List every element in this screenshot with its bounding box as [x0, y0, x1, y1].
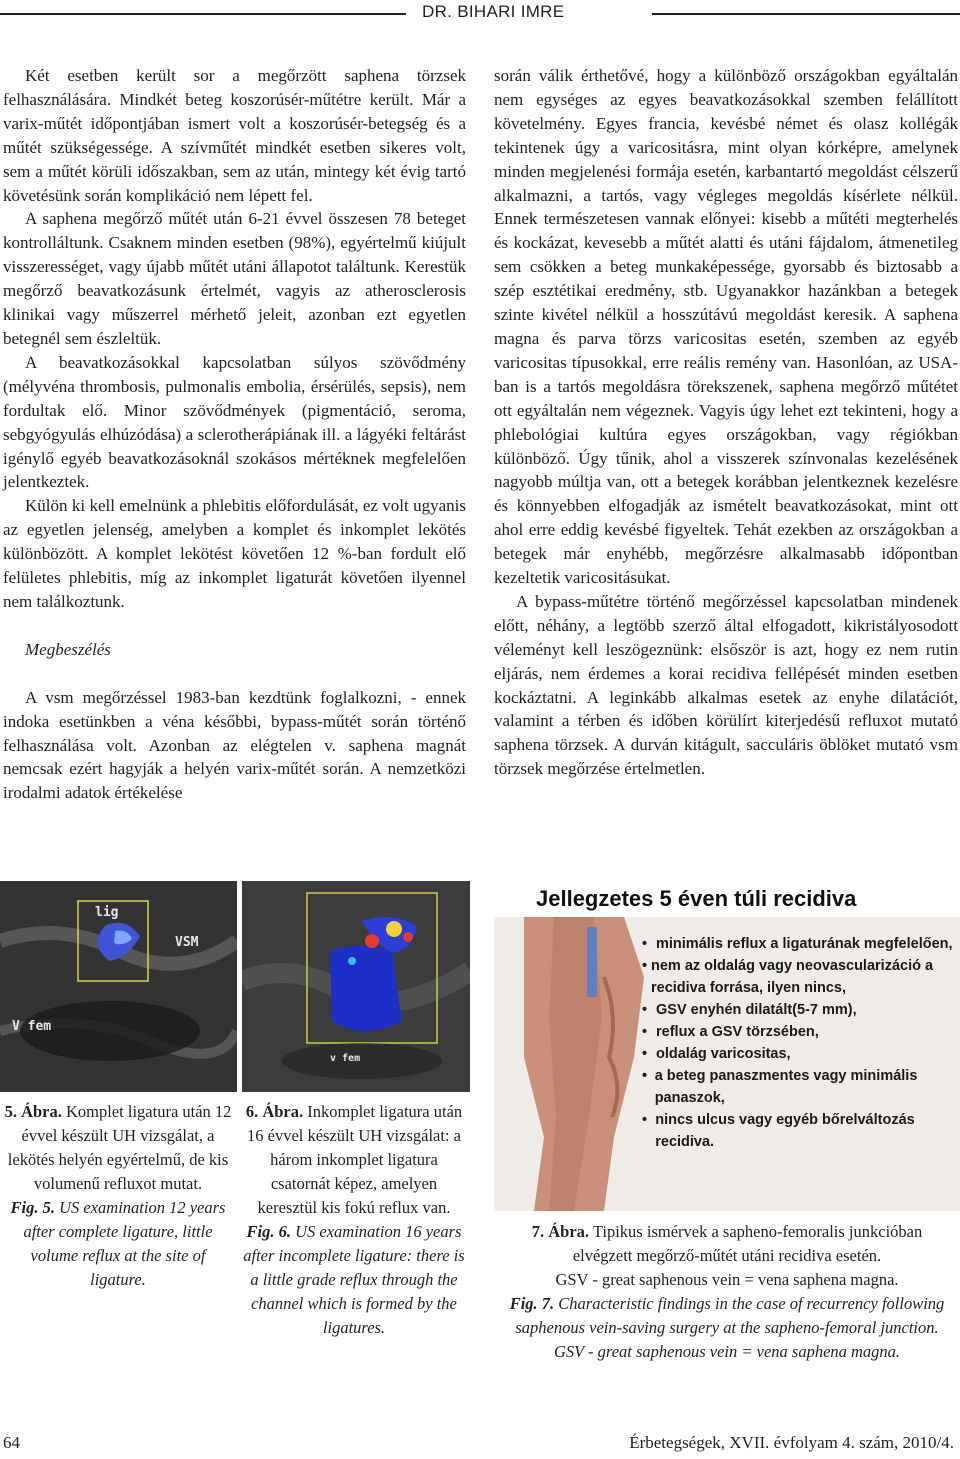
paragraph: Külön ki kell emelnünk a phlebitis előfordulását, ez volt ugyanis az egyetlen jelenség, amelyben a komplet és inkomplet lekötés különbözött. A komplet lekötést követően 12 %-ban fordult elő felületes phlebitis, míg az inkomplet ligaturát követően ilyennel nem találkoztunk.	[3, 496, 466, 611]
page-number: 64	[3, 1433, 20, 1452]
header-rule-right	[652, 13, 960, 15]
slide-item: • oldalág varicositas,	[642, 1046, 791, 1062]
figure-5-caption	[4, 1100, 232, 1292]
caption-hungarian-abbreviation: GSV - great saphenous vein = vena saphena magna.	[555, 1270, 899, 1289]
left-column	[3, 64, 466, 805]
caption-english: Fig. 5. US examination 12 years after complete ligature, little volume reflux at the site of ligature.	[10, 1198, 226, 1289]
slide-item: • nem az oldalág vagy neovascularizáció a recidiva forrása, ilyen nincs,	[642, 958, 934, 996]
us-label-lig: lig	[95, 905, 119, 920]
caption-hungarian: 6. Ábra. Inkomplet ligatura után 16 évvel készült UH vizsgálat: a három inkomplet ligatura csatornát képez, amelyen keresztül kis fokú reflux van.	[245, 1102, 463, 1217]
caption-english-abbreviation: GSV - great saphenous vein = vena saphena magna.	[553, 1342, 901, 1361]
section-heading: Megbeszélés	[25, 639, 111, 659]
slide-item: • reflux a GSV törzsében,	[642, 1024, 819, 1040]
paragraph: A beavatkozásokkal kapcsolatban súlyos szövődmény (mélyvéna thrombosis, pulmonalis embolia, érsérülés, sepsis), nem fordultak elő. Minor szövődmények (pigmentáció, seroma, sebgyógyulás elhúzódása) a sclerotherápiának ill. a lágyéki feltárást igénylő egyéb beavatkozásoknál szokásos mértéknek megfelelően jelentkeztek.	[3, 352, 466, 492]
us-label-v-fem: V fem	[12, 1019, 52, 1034]
slide-item: • nincs ulcus vagy egyéb bőrelváltozás recidiva.	[642, 1112, 915, 1150]
figure-7-caption	[494, 1220, 960, 1364]
paragraph: A saphena megőrző műtét után 6-21 évvel összesen 78 beteget kontrolláltunk. Csaknem minden esetben (98%), egyértelmű kiújult visszerességet, vagy újabb műtét utáni állapotot találtunk. Kerestük megőrző beavatkozásunk értelmét, vagyis az atherosclerosis klinikai vagy műszerrel mérhető jeleit, azonban ezt egyetlen betegnél sem észleltük.	[3, 209, 466, 348]
slide-item-list	[642, 933, 960, 1153]
figure-7-slide	[494, 881, 960, 1211]
slide-title: Jellegzetes 5 éven túli recidiva	[494, 881, 960, 917]
us-label-v-fem: v fem	[330, 1053, 361, 1064]
figure-6-caption	[240, 1100, 468, 1340]
slide-item: • a beteg panaszmentes vagy minimális panaszok,	[642, 1068, 918, 1106]
caption-hungarian: 5. Ábra. Komplet ligatura után 12 évvel készült UH vizsgálat, a lekötés helyén egyértelmű, de kis volumenű refluxot mutat.	[4, 1102, 232, 1193]
paragraph: A vsm megőrzéssel 1983-ban kezdtünk foglalkozni, - ennek indoka esetünkben a véna későbbi, bypass-műtét során történő felhasználása volt. Azonban az elégtelen v. saphena magnát nemcsak ezért hagyják a helyén varix-műtét során. A nemzetközi irodalmi adatok értékelése	[3, 687, 466, 803]
right-column	[494, 64, 958, 781]
header-rule-left	[0, 13, 406, 15]
caption-english: Fig. 7. Characteristic findings in the case of recurrency following saphenous vein-saving surgery at the sapheno-femoral junction.	[509, 1294, 945, 1337]
figure-5-ultrasound-image	[0, 881, 237, 1092]
us-label-vsm: VSM	[175, 935, 199, 950]
caption-hungarian: 7. Ábra. Tipikus ismérvek a sapheno-femoralis junkcióban elvégzett megőrző-műtét utáni recidiva esetén.	[531, 1222, 923, 1265]
ultrasound-scan-graphic	[0, 881, 237, 1092]
journal-footer: Érbetegségek, XVII. évfolyam 4. szám, 2010/4.	[629, 1433, 954, 1452]
figure-6-ultrasound-image	[242, 881, 470, 1092]
caption-english: Fig. 6. US examination 16 years after incomplete ligature: there is a little grade reflux through the channel which is formed by the ligatures.	[243, 1222, 465, 1337]
running-header-author: DR. BIHARI IMRE	[422, 2, 565, 21]
paragraph: Két esetben került sor a megőrzött saphena törzsek felhasználására. Mindkét beteg koszorúsér-műtétre került. Már a varix-műtét időpontjában ismert volt a koszorúsér-betegség és a műtét szükségessége. A szívműtét mindkét esetben sikeres volt, sem a műtét körüli időszakban, sem az után, mintegy két évig tartó követésünk során komplikáció nem lépett fel.	[3, 66, 466, 205]
paragraph: során válik érthetővé, hogy a különböző országokban egyáltalán nem egységes az egyes beavatkozásokkal szemben felállított követelmény. Egyes francia, kevésbé német és olasz kollégák tekintenek úgy a varicositásra, mint olyan kórképre, amelynek minden megjelenési formája esetén, karbantartó megoldást célszerű alkalmazni, a tartós, vagy végleges megoldás kísérlete nélkül. Ennek természetesen vannak előnyei: kisebb a műtéti megterhelés és kockázat, kevesebb a műtét alatti és utáni fájdalom, átmenetileg sem csökken a beteg munkaképessége, gyorsabb és biztosabb a szép esztétikai eredmény, stb. Ugyanakkor hazánkban a betegek szinte kivétel nélkül a hosszútávú megoldást keresik. A saphena magna és parva törzs varicositas esetén, szemben az egyéb varicositas típusokkal, erre reális remény van. Hasonlóan, az USA-ban is a tartós megoldásra törekszenek, saphena megőrző műtétet ott egyáltalán nem végeznek. Vagyis úgy lehet ezt tekinteni, hogy a phlebológiai kultúra egyes országokban, vagy régiókban különböző. Úgy tűnik, ahol a visszerek színvonalas kezelésének nagyobb múltja van, ott a betegek korábban jelentkeznek kezelésre és könnyebben elfogadják az ismételt beavatkozásokat, mint ott ahol erre eddig kevésbé figyeltek. Tehát ezekben az országokban a betegek már enyhébb, megőrzésre alkalmasabb időpontban kezeltetik varicositásukat.	[494, 66, 958, 588]
paragraph: A bypass-műtétre történő megőrzéssel kapcsolatban mindenek előtt, néhány, a legtöbb szerző által elfogadott, kikristályosodott véleményt kell leszögeznünk: elsőször is azt, hogy ez nem rutin eljárás, nem érdemes a korai recidiva fellépését minden esetben kockáztatni. A leginkább alkalmas esetek az enyhe dilatációt, valamint a térben és időben körülírt kiterjedésű refluxot mutató saphena törzsek. A durván kitágult, sacculáris öblöket mutató vsm törzsek megőrzése értelmetlen.	[494, 591, 958, 779]
slide-item: • minimális reflux a ligaturának megfelelően,	[642, 936, 953, 952]
slide-item: • GSV enyhén dilatált(5-7 mm),	[642, 1002, 857, 1018]
